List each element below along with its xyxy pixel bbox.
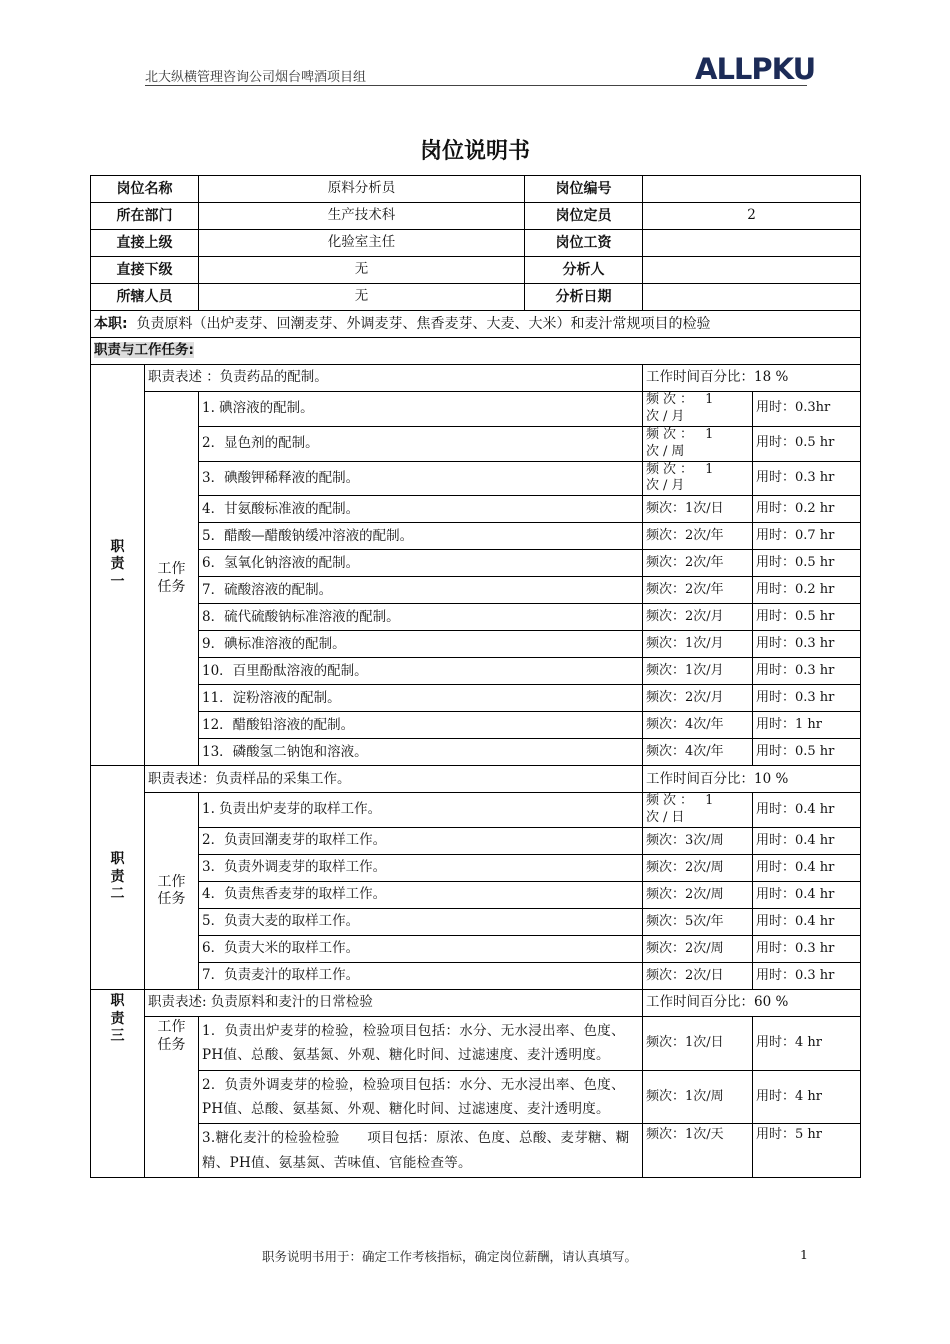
duty1-statement-row [91, 365, 861, 392]
task-text: 13．磷酸氢二钠饱和溶液。 [199, 739, 643, 766]
duty3-statement-row [91, 990, 861, 1017]
page-header [145, 52, 816, 86]
task-frequency: 频次：2次/年 [643, 550, 753, 577]
task-text: 12．醋酸铅溶液的配制。 [199, 712, 643, 739]
info-row [91, 284, 861, 311]
task-frequency: 频次：3次/周 [643, 828, 753, 855]
task-duration: 用时：0.3 hr [753, 461, 861, 496]
task-text: 7．负责麦汁的取样工作。 [199, 963, 643, 990]
task-text: 2．显色剂的配制。 [199, 426, 643, 461]
benzhi-text: 负责原料（出炉麦芽、回潮麦芽、外调麦芽、焦香麦芽、大麦、大米）和麦汁常规项目的检验 [136, 315, 711, 332]
label-analysis-date: 分析日期 [525, 284, 643, 311]
task-frequency: 频次：5次/年 [643, 909, 753, 936]
duty2-percent: 工作时间百分比：10 % [643, 766, 861, 793]
task-text: 6．负责大米的取样工作。 [199, 936, 643, 963]
table-row [91, 909, 861, 936]
table-row [91, 882, 861, 909]
task-frequency: 频次：1次/月 [643, 658, 753, 685]
label-department: 所在部门 [91, 203, 199, 230]
label-subordinates: 直接下级 [91, 257, 199, 284]
task-text: 3．负责外调麦芽的取样工作。 [199, 855, 643, 882]
table-row [91, 828, 861, 855]
label-analyst: 分析人 [525, 257, 643, 284]
footer-note: 职务说明书用于：确定工作考核指标，确定岗位薪酬，请认真填写。 [262, 1249, 638, 1264]
job-description-table [90, 175, 861, 1178]
task-text: 1. 碘溶液的配制。 [199, 392, 643, 427]
info-row [91, 176, 861, 203]
task-frequency: 频次：2次/周 [643, 882, 753, 909]
duty1-label: 职责一 [110, 538, 125, 590]
logo-text: ALLPKU [695, 52, 816, 86]
task-text: 2．负责回潮麦芽的取样工作。 [199, 828, 643, 855]
task-frequency: 频次：2次/周 [643, 855, 753, 882]
task-text: 4．负责焦香麦芽的取样工作。 [199, 882, 643, 909]
duty1-task-label: 工作任务 [157, 561, 186, 595]
table-row [91, 712, 861, 739]
table-row [91, 685, 861, 712]
duty3-statement: 职责表述: 负责原料和麦汁的日常检验 [145, 990, 643, 1017]
duty1-label-cell [91, 365, 145, 766]
value-salary [643, 230, 861, 257]
task-duration: 用时：0.4 hr [753, 855, 861, 882]
duty3-percent: 工作时间百分比：60 % [643, 990, 861, 1017]
table-row [91, 631, 861, 658]
task-duration: 用时：0.4 hr [753, 909, 861, 936]
value-analysis-date [643, 284, 861, 311]
task-duration: 用时：4 hr [753, 1070, 861, 1124]
table-row [91, 604, 861, 631]
task-duration: 用时：0.5 hr [753, 550, 861, 577]
value-subordinates: 无 [199, 257, 525, 284]
task-duration: 用时：0.7 hr [753, 523, 861, 550]
task-frequency: 频次：1次/日 [643, 1017, 753, 1071]
task-duration: 用时：0.2 hr [753, 496, 861, 523]
benzhi-label: 本职: [94, 315, 128, 332]
task-duration: 用时：0.5 hr [753, 426, 861, 461]
value-analyst [643, 257, 861, 284]
benzhi-row [91, 311, 861, 338]
duty2-statement: 职责表述：负责样品的采集工作。 [145, 766, 643, 793]
table-row [91, 461, 861, 496]
value-staff: 无 [199, 284, 525, 311]
value-job-number [643, 176, 861, 203]
task-text: 3.糖化麦汁的检验检验 项目包括：原浓、色度、总酸、麦芽糖、糊精、PH值、氨基氮、苦味值、官能检查等。 [199, 1124, 643, 1178]
value-supervisor: 化验室主任 [199, 230, 525, 257]
task-frequency: 频次： 1 次/月 [643, 461, 753, 496]
task-frequency: 频次：2次/年 [643, 523, 753, 550]
label-staff: 所辖人员 [91, 284, 199, 311]
task-text: 10．百里酚酞溶液的配制。 [199, 658, 643, 685]
duty2-task-label-cell [145, 793, 199, 990]
table-row [91, 855, 861, 882]
duty3-label-cell [91, 990, 145, 1178]
task-duration: 用时：4 hr [753, 1017, 861, 1071]
duty3-label: 职责三 [110, 993, 125, 1045]
duty2-label: 职责二 [110, 851, 125, 903]
value-department: 生产技术科 [199, 203, 525, 230]
task-frequency: 频次：4次/年 [643, 739, 753, 766]
task-duration: 用时：0.3 hr [753, 685, 861, 712]
label-headcount: 岗位定员 [525, 203, 643, 230]
table-row [91, 1017, 861, 1071]
value-headcount: 2 [643, 203, 861, 230]
duty2-statement-row [91, 766, 861, 793]
task-text: 5．醋酸—醋酸钠缓冲溶液的配制。 [199, 523, 643, 550]
task-duration: 用时：0.3 hr [753, 936, 861, 963]
task-frequency: 频次： 1 次/月 [643, 392, 753, 427]
task-frequency: 频次：2次/日 [643, 963, 753, 990]
task-duration: 用时：0.3 hr [753, 631, 861, 658]
table-row [91, 1070, 861, 1124]
task-frequency: 频次：2次/年 [643, 577, 753, 604]
task-text: 1．负责出炉麦芽的检验，检验项目包括：水分、无水浸出率、色度、PH值、总酸、氨基氮、外观、糖化时间、过滤速度、麦汁透明度。 [199, 1017, 643, 1071]
task-duration: 用时：0.3 hr [753, 658, 861, 685]
table-row [91, 523, 861, 550]
duty1-task-label-cell [145, 392, 199, 766]
value-job-title: 原料分析员 [199, 176, 525, 203]
duty3-task-label-cell [145, 1017, 199, 1178]
task-text: 3．碘酸钾稀释液的配制。 [199, 461, 643, 496]
task-duration: 用时：0.4 hr [753, 793, 861, 828]
duties-title-row [91, 338, 861, 365]
label-job-title: 岗位名称 [91, 176, 199, 203]
task-text: 8．硫代硫酸钠标准溶液的配制。 [199, 604, 643, 631]
table-row [91, 577, 861, 604]
label-salary: 岗位工资 [525, 230, 643, 257]
info-row [91, 257, 861, 284]
duty2-label-cell [91, 766, 145, 990]
document-title: 岗位说明书 [419, 139, 530, 164]
task-duration: 用时：0.5 hr [753, 739, 861, 766]
table-row [91, 963, 861, 990]
task-frequency: 频次： 1 次/周 [643, 426, 753, 461]
duties-title-cell [91, 338, 861, 365]
task-frequency: 频次： 1 次/日 [643, 793, 753, 828]
benzhi-cell [91, 311, 861, 338]
table-row [91, 392, 861, 427]
info-row [91, 203, 861, 230]
task-text: 11．淀粉溶液的配制。 [199, 685, 643, 712]
table-row [91, 658, 861, 685]
task-frequency: 频次：2次/周 [643, 936, 753, 963]
table-row [91, 426, 861, 461]
allpku-logo [695, 52, 816, 86]
task-duration: 用时：5 hr [753, 1124, 861, 1178]
task-frequency: 频次：2次/月 [643, 685, 753, 712]
task-frequency: 频次：1次/天 [643, 1124, 753, 1178]
task-frequency: 频次：4次/年 [643, 712, 753, 739]
task-frequency: 频次：1次/周 [643, 1070, 753, 1124]
duties-title: 职责与工作任务: [94, 342, 194, 359]
task-duration: 用时：0.3 hr [753, 963, 861, 990]
header-rule [145, 85, 807, 86]
task-duration: 用时：1 hr [753, 712, 861, 739]
table-row [91, 550, 861, 577]
task-duration: 用时：0.4 hr [753, 882, 861, 909]
company-name: 北大纵横管理咨询公司烟台啤酒项目组 [145, 70, 367, 85]
task-text: 5．负责大麦的取样工作。 [199, 909, 643, 936]
duty1-percent: 工作时间百分比：18 % [643, 365, 861, 392]
page-number: 1 [800, 1247, 808, 1262]
label-job-number: 岗位编号 [525, 176, 643, 203]
task-text: 2．负责外调麦芽的检验，检验项目包括：水分、无水浸出率、色度、PH值、总酸、氨基氮、外观、糖化时间、过滤速度、麦汁透明度。 [199, 1070, 643, 1124]
duty3-task-label: 工作任务 [157, 1019, 186, 1053]
task-frequency: 频次：2次/月 [643, 604, 753, 631]
duty1-statement: 职责表述 ：负责药品的配制。 [145, 365, 643, 392]
table-row [91, 936, 861, 963]
label-supervisor: 直接上级 [91, 230, 199, 257]
table-row [91, 1124, 861, 1178]
table-row [91, 793, 861, 828]
info-row [91, 230, 861, 257]
task-text: 6．氢氧化钠溶液的配制。 [199, 550, 643, 577]
task-text: 9．碘标准溶液的配制。 [199, 631, 643, 658]
task-text: 7．硫酸溶液的配制。 [199, 577, 643, 604]
task-duration: 用时：0.4 hr [753, 828, 861, 855]
task-text: 1. 负责出炉麦芽的取样工作。 [199, 793, 643, 828]
task-duration: 用时：0.2 hr [753, 577, 861, 604]
task-frequency: 频次：1次/月 [643, 631, 753, 658]
duty2-task-label: 工作任务 [157, 873, 186, 908]
task-text: 4．甘氨酸标准液的配制。 [199, 496, 643, 523]
task-duration: 用时：0.3hr [753, 392, 861, 427]
task-duration: 用时：0.5 hr [753, 604, 861, 631]
task-frequency: 频次：1次/日 [643, 496, 753, 523]
table-row [91, 496, 861, 523]
table-row [91, 739, 861, 766]
